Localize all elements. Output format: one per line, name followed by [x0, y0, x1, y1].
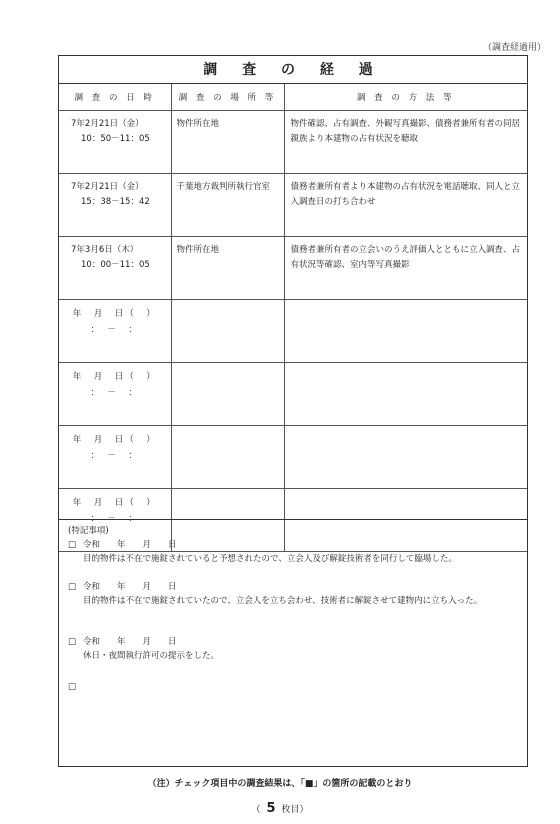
- survey-date: 年 月 日（ ）: [72, 309, 157, 319]
- datetime-cell: [59, 111, 171, 174]
- survey-time: 10：50－11：05: [81, 134, 150, 144]
- form-type-label: （調査経過用）: [482, 43, 546, 53]
- survey-date: 7年3月6日（木）: [71, 245, 139, 255]
- note-checkbox[interactable]: □: [68, 637, 77, 647]
- note-checkbox[interactable]: □: [68, 682, 77, 692]
- note-date: 令和 年 月 日: [83, 582, 177, 592]
- method-cell: 債務者兼所有者より本建物の占有状況を電話聴取、同人と立入調査日の打ち合わせ: [284, 174, 527, 237]
- footer-note: （注）チェック項目中の調査結果は、「■」の箇所の記載のとおり: [147, 779, 413, 789]
- place-cell: 物件所在地: [171, 111, 284, 174]
- survey-frame: [58, 55, 528, 767]
- page-number: [0, 801, 560, 816]
- place-cell: 千葉地方裁判所執行官室: [171, 174, 284, 237]
- table-row: [59, 174, 527, 237]
- page-prefix: （: [251, 805, 261, 815]
- survey-time: 10：00－11：05: [81, 260, 150, 270]
- note-checkbox[interactable]: □: [68, 540, 77, 550]
- note-text: 休日・夜間執行許可の提示をした。: [83, 651, 220, 661]
- table-row: [59, 300, 527, 363]
- survey-date: 7年2月21日（金）: [71, 182, 144, 192]
- page-number-value: 5: [266, 801, 276, 816]
- method-cell: 債務者兼所有者の立会いのうえ評価人とともに立入調査、占有状況等確認、室内等写真撮影: [284, 237, 527, 300]
- survey-date: 年 月 日（ ）: [72, 372, 157, 382]
- survey-date: 7年2月21日（金）: [71, 119, 144, 129]
- note-text: 目的物件は不在で施錠されていると予想されたので、立会人及び解錠技術者を同行して臨場した。: [83, 554, 457, 564]
- method-cell: [284, 300, 527, 363]
- survey-time: ： － ：: [90, 514, 139, 524]
- note-date: 令和 年 月 日: [83, 637, 177, 647]
- place-cell: [171, 300, 284, 363]
- note-item: [68, 635, 523, 663]
- place-cell: [171, 426, 284, 489]
- place-cell: 物件所在地: [171, 237, 284, 300]
- datetime-cell: [59, 174, 171, 237]
- column-header-method: 調 査 の 方 法 等: [284, 84, 527, 111]
- datetime-cell: [59, 426, 171, 489]
- note-text: 目的物件は不在で施錠されていたので、立会人を立ち会わせ、技術者に解錠させて建物内に立ち入った。: [83, 596, 483, 606]
- note-item: [68, 680, 523, 694]
- place-cell: [171, 363, 284, 426]
- notes-heading: (特記事項): [68, 526, 109, 536]
- method-cell: [284, 363, 527, 426]
- note-checkbox[interactable]: □: [68, 582, 77, 592]
- page-suffix: 枚目）: [281, 805, 309, 815]
- survey-time: ： － ：: [90, 451, 139, 461]
- table-row: [59, 426, 527, 489]
- datetime-cell: [59, 363, 171, 426]
- column-header-place: 調 査 の 場 所 等: [171, 84, 284, 111]
- survey-time: 15：38－15：42: [81, 197, 150, 207]
- survey-date: 年 月 日（ ）: [72, 498, 157, 508]
- column-header-datetime: 調 査 の 日 時: [59, 84, 171, 111]
- survey-date: 年 月 日（ ）: [72, 435, 157, 445]
- method-cell: 物件確認、占有調査、外観写真撮影、債務者兼所有者の同居親族より本建物の占有状況を聴取: [284, 111, 527, 174]
- table-row: [59, 111, 527, 174]
- table-row: [59, 237, 527, 300]
- survey-table: [59, 84, 527, 552]
- survey-time: ： － ：: [90, 388, 139, 398]
- special-notes: [59, 519, 527, 767]
- note-item: [68, 538, 523, 566]
- method-cell: [284, 426, 527, 489]
- form-title: 調 査 の 経 過: [59, 56, 527, 84]
- table-row: [59, 363, 527, 426]
- datetime-cell: [59, 300, 171, 363]
- datetime-cell: [59, 237, 171, 300]
- survey-time: ： － ：: [90, 325, 139, 335]
- table-header-row: [59, 84, 527, 111]
- note-date: 令和 年 月 日: [83, 540, 177, 550]
- note-item: [68, 580, 523, 608]
